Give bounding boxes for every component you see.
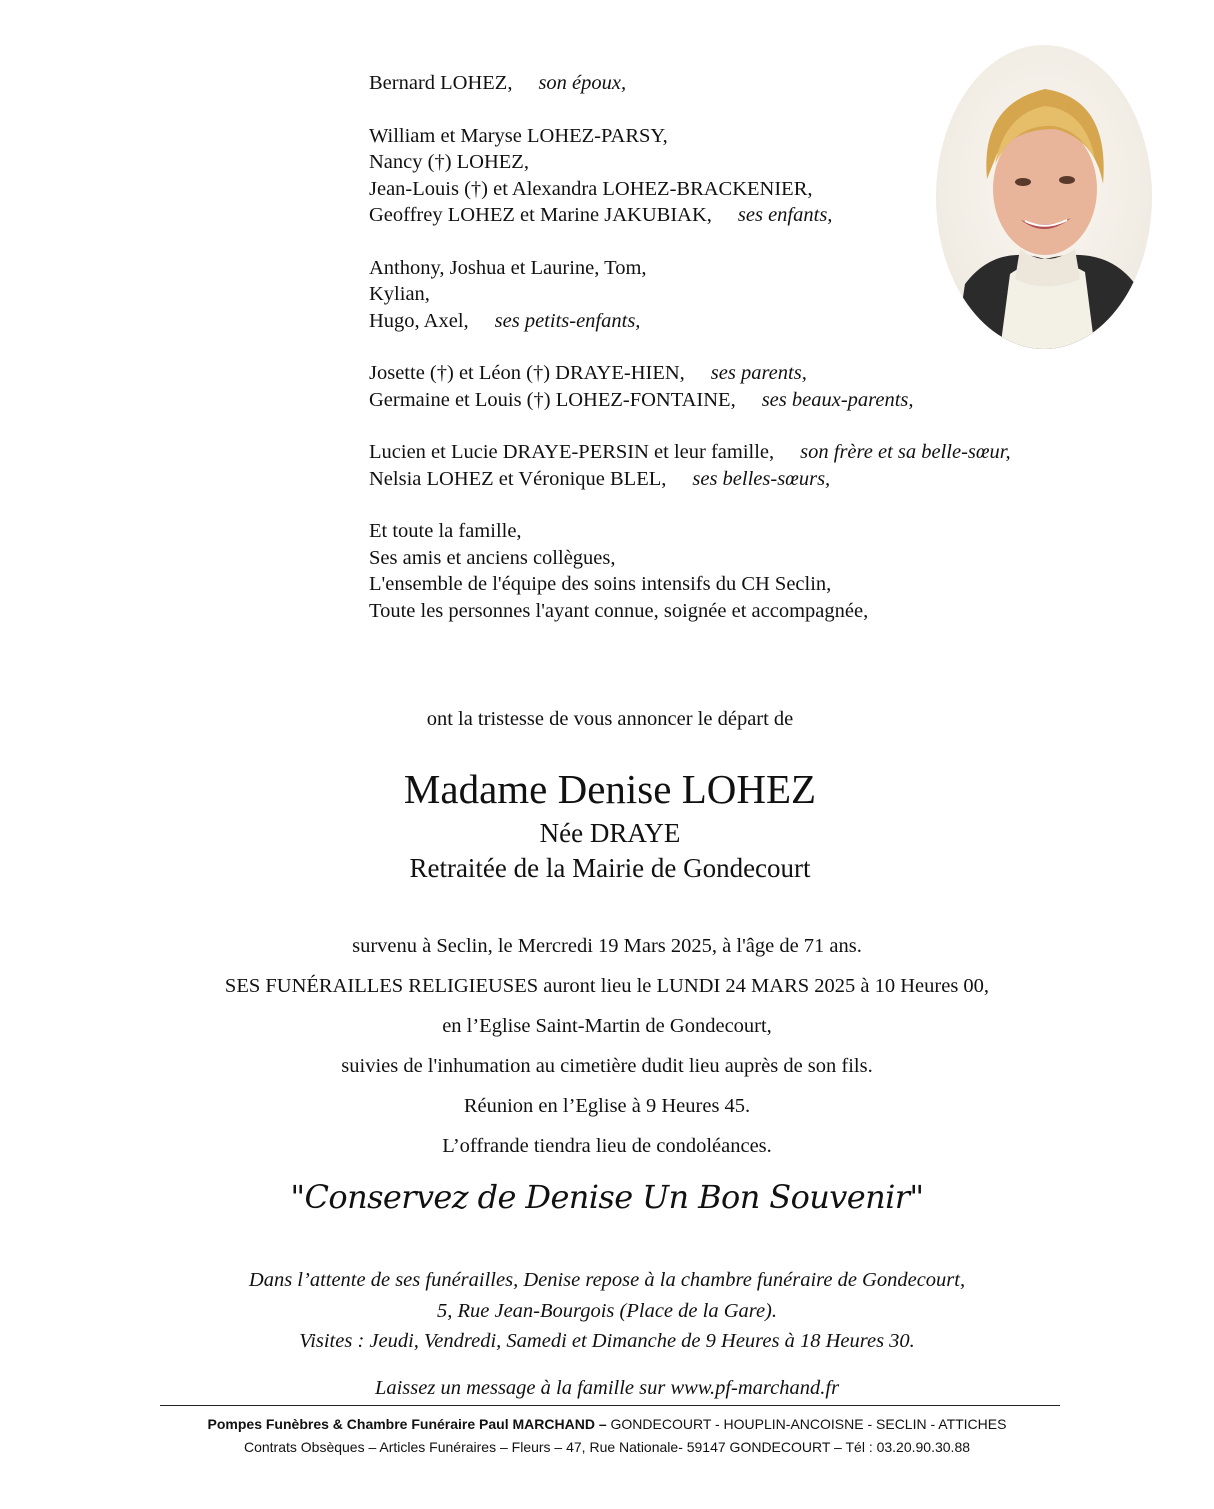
condolence-message: Laissez un message à la famille sur www.pf-marchand.fr [374, 1377, 840, 1399]
company-locations: GONDECOURT - HOUPLIN-ANCOISNE - SECLIN - ATTICHES [606, 1416, 1007, 1432]
detail-line: suivies de l'inhumation au cimetière dudit lieu auprès de son fils. [341, 1055, 873, 1077]
detail-line: L’offrande tiendra lieu de condoléances. [442, 1135, 772, 1157]
family-line [369, 360, 1129, 387]
memorial-quote: "Conservez de Denise Un Bon Souvenir" [290, 1178, 924, 1216]
portrait-photo [935, 44, 1153, 350]
announcement: ont la tristesse de vous annoncer le départ de [426, 708, 794, 730]
family-member: Ses amis et anciens collègues, [369, 546, 616, 569]
family-member: Et toute la famille, [369, 520, 522, 542]
detail-line: Réunion en l’Eglise à 9 Heures 45. [463, 1095, 751, 1117]
family-line [369, 439, 1129, 466]
family-group [369, 360, 1129, 413]
detail-line: SES FUNÉRAILLES RELIGIEUSES auront lieu le LUNDI 24 MARS 2025 à 10 Heures 00, [224, 975, 990, 997]
family-member: William et Maryse LOHEZ-PARSY, [369, 124, 668, 147]
family-role: ses beaux-parents, [761, 388, 914, 411]
family-member: Jean-Louis (†) et Alexandra LOHEZ-BRACKENIER, [369, 177, 813, 200]
family-member: Toute les personnes l'ayant connue, soignée et accompagnée, [369, 599, 869, 622]
occupation: Retraitée de la Mairie de Gondecourt [409, 853, 811, 883]
rest-line: 5, Rue Jean-Bourgois (Place de la Gare). [436, 1299, 778, 1322]
deceased-name: Madame Denise LOHEZ [403, 766, 817, 812]
footer-line-1 [0, 1413, 1214, 1436]
family-role: son époux, [538, 72, 627, 94]
rest-line: Visites : Jeudi, Vendredi, Samedi et Dimanche de 9 Heures à 18 Heures 30. [299, 1330, 915, 1352]
family-member: Anthony, Joshua et Laurine, Tom, [369, 256, 647, 279]
family-member: Bernard LOHEZ, [369, 72, 513, 94]
family-member: Nancy (†) LOHEZ, [369, 151, 529, 173]
family-member: Geoffrey LOHEZ et Marine JAKUBIAK, [369, 204, 712, 226]
family-member: L'ensemble de l'équipe des soins intensifs du CH Seclin, [369, 573, 832, 595]
funeral-details [0, 926, 1214, 1166]
family-line [369, 466, 1129, 493]
family-member: Lucien et Lucie DRAYE-PERSIN et leur famille, [369, 441, 775, 463]
detail-line: en l’Eglise Saint-Martin de Gondecourt, [442, 1015, 772, 1037]
company-name: Pompes Funèbres & Chambre Funéraire Paul MARCHAND – [207, 1416, 607, 1432]
family-role: ses parents, [710, 362, 807, 384]
family-member: Josette (†) et Léon (†) DRAYE-HIEN, [369, 362, 685, 384]
family-member: Germaine et Louis (†) LOHEZ-FONTAINE, [369, 388, 736, 411]
family-line [369, 387, 1129, 414]
footer [0, 1413, 1214, 1459]
family-member: Nelsia LOHEZ et Véronique BLEL, [369, 467, 667, 490]
family-line [369, 518, 1129, 545]
family-role: ses enfants, [737, 204, 833, 226]
family-group [369, 518, 1129, 624]
footer-contact: Contrats Obsèques – Articles Funéraires – Fleurs – 47, Rue Nationale- 59147 GONDECOURT – Tél : 03.20.90.30.88 [243, 1439, 971, 1455]
family-role: ses petits-enfants, [494, 309, 641, 332]
detail-line: survenu à Seclin, le Mercredi 19 Mars 2025, à l'âge de 71 ans. [352, 935, 862, 957]
family-role: son frère et sa belle-sœur, [800, 441, 1011, 463]
maiden-name: Née DRAYE [539, 818, 681, 848]
family-member: Kylian, [369, 283, 430, 305]
family-line [369, 598, 1129, 625]
footer-divider [160, 1405, 1060, 1406]
family-role: ses belles-sœurs, [692, 467, 831, 490]
family-group [369, 439, 1129, 492]
family-member: Hugo, Axel, [369, 309, 469, 332]
family-line [369, 571, 1129, 598]
family-line [369, 545, 1129, 572]
resting-info [0, 1265, 1214, 1357]
rest-line: Dans l’attente de ses funérailles, Denise repose à la chambre funéraire de Gondecourt, [248, 1269, 966, 1291]
